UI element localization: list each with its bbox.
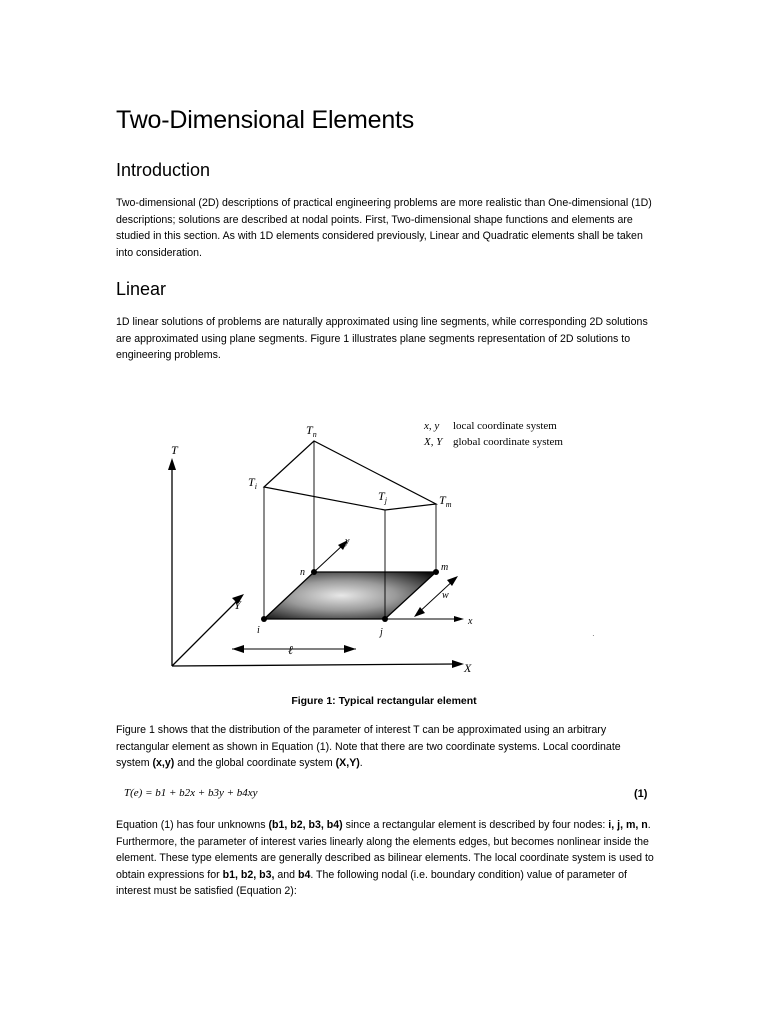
equation-text: T(e) = b1 + b2x + b3y + b4xy: [124, 787, 258, 799]
introduction-paragraph: Two-dimensional (2D) descriptions of practical engineering problems are more realistic than One-dimensional (1D) descriptions; solutions are described at nodal points. First, Two-dimensional shape functions and elements are studied in this section. As with 1D elements considered previously, Linear and Quadratic elements shall be taken into consideration.: [116, 197, 652, 259]
label-local-y: y: [345, 536, 350, 547]
label-node-m: m: [441, 562, 449, 573]
legend-local-symbol: x, y: [424, 420, 440, 432]
coordinate-systems-paragraph: Figure 1 shows that the distribution of the parameter of interest T can be approximated using an arbitrary rectangular element as shown in Equation (1). Note that there are two coordinate systems. Local coordinate system (x,y) and the global coordinate system (X,Y).: [116, 724, 621, 769]
label-Tj: $T_j$: [378, 489, 387, 505]
node-list: i, j, m, n: [608, 819, 648, 831]
legend-local-text: local coordinate system: [453, 420, 557, 432]
l-arrow-left: [232, 645, 244, 653]
global-coord-label: (X,Y): [335, 757, 360, 769]
label-Tm: $T_m$: [439, 493, 452, 509]
legend-global-text: global coordinate system: [453, 436, 563, 448]
solution-plane-outline: [264, 441, 436, 510]
coefficient-b4: b4: [297, 868, 311, 881]
t-axis-arrow: [168, 458, 176, 470]
label-node-j: j: [380, 627, 383, 638]
section-heading-introduction: Introduction: [116, 160, 211, 180]
equation-number: (1): [634, 788, 648, 800]
x-global-axis-line: [172, 664, 456, 666]
label-Tn: $T_n$: [306, 423, 317, 439]
local-x-arrow: [454, 616, 464, 622]
label-Ti: $T_i$: [248, 475, 257, 491]
y-global-axis-line: [172, 598, 240, 666]
label-node-n: n: [300, 567, 305, 578]
label-T-axis: T: [171, 443, 178, 457]
figure-rectangular-element: [160, 398, 600, 684]
label-Y-axis: Y: [234, 598, 241, 612]
label-local-x: x: [468, 616, 473, 627]
label-w: w: [442, 590, 449, 601]
node-i: [261, 616, 267, 622]
linear-paragraph: 1D linear solutions of problems are naturally approximated using line segments, while corresponding 2D solutions are approximated using plane segments. Figure 1 illustrates plane segments representation of 2D solutions to engineering problems.: [116, 316, 648, 361]
node-m: [433, 569, 439, 575]
unknowns-paragraph: Equation (1) has four unknowns (b1, b2, b3, b4) since a rectangular element is described by four nodes: i, j, m, n. Furthermore, the parameter of interest varies linearly along the elements edges, but becomes nonlinear inside the element. These type elements are generally described as bilinear elements. The local coordinate system is used to obtain expressions for b1, b2, b3, and b4. The following nodal (i.e. boundary condition) value of parameter of interest must be satisfied (Equation 2):: [116, 819, 654, 897]
legend-global-symbol: X, Y: [424, 436, 443, 448]
unknowns-list: (b1, b2, b3, b4): [268, 819, 343, 831]
label-X-axis: X: [464, 661, 472, 675]
label-node-i: i: [257, 625, 260, 636]
page-title: Two-Dimensional Elements: [116, 106, 415, 134]
section-heading-linear: Linear: [116, 279, 167, 299]
coefficients-b1-b3: b1, b2, b3,: [222, 868, 275, 881]
equation-1: [124, 787, 258, 799]
label-l: ℓ: [288, 643, 293, 657]
figure-caption: Figure 1: Typical rectangular element: [291, 695, 477, 707]
local-coord-label: (x,y): [152, 757, 175, 769]
l-arrow-right: [344, 645, 356, 653]
svg-text:·: ·: [592, 631, 595, 640]
node-n: [311, 569, 317, 575]
x-global-axis-arrow: [452, 660, 464, 668]
node-j: [382, 616, 388, 622]
